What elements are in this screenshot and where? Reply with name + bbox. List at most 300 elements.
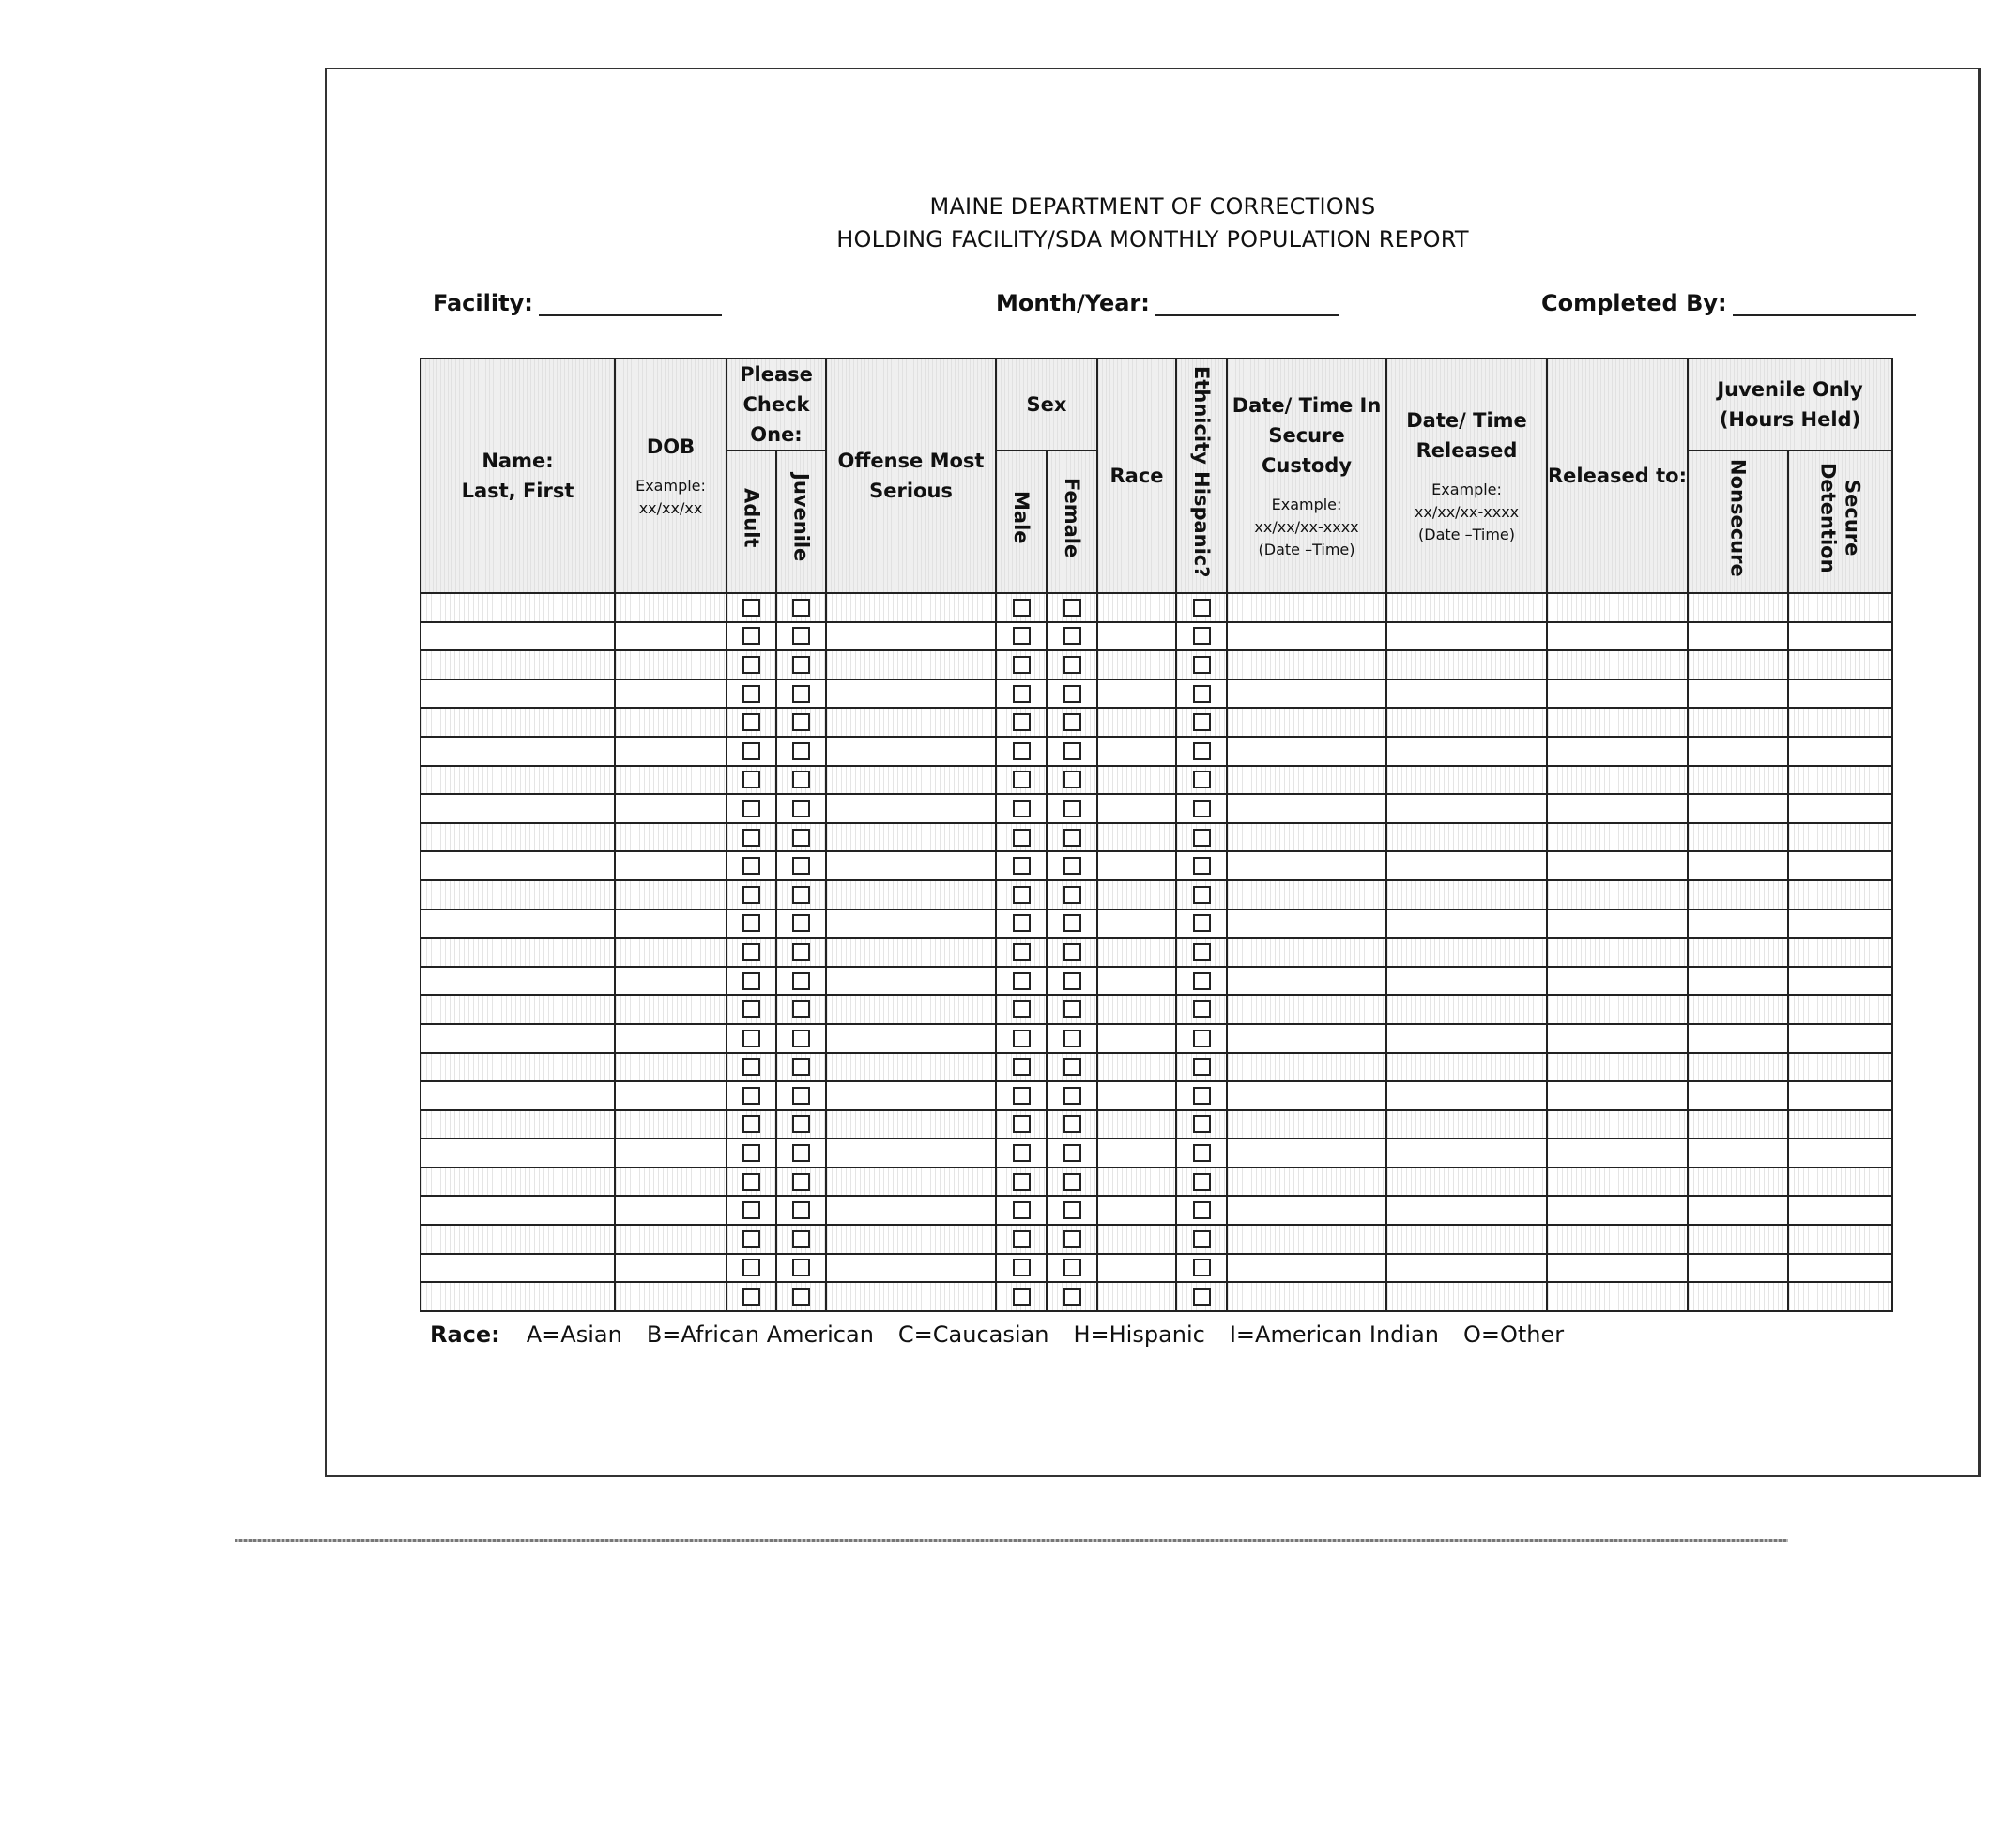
checkbox[interactable] — [1193, 1230, 1211, 1248]
dob-cell[interactable] — [615, 1254, 727, 1283]
time-released-cell[interactable] — [1386, 737, 1547, 766]
completed-by-field[interactable] — [1541, 290, 1916, 316]
secure-detention-hours-cell[interactable] — [1788, 967, 1892, 996]
secure-detention-hours-cell[interactable] — [1788, 766, 1892, 795]
checkbox[interactable] — [792, 1201, 810, 1219]
checkbox[interactable] — [792, 599, 810, 617]
time-released-cell[interactable] — [1386, 593, 1547, 622]
checkbox[interactable] — [1063, 771, 1081, 788]
checkbox[interactable] — [742, 1288, 760, 1306]
race-cell[interactable] — [1097, 880, 1176, 909]
checkbox[interactable] — [1013, 1144, 1031, 1162]
name-cell[interactable] — [421, 1110, 615, 1139]
checkbox[interactable] — [1013, 1087, 1031, 1105]
checkbox[interactable] — [1063, 857, 1081, 875]
checkbox[interactable] — [1013, 943, 1031, 961]
nonsecure-hours-cell[interactable] — [1688, 1081, 1788, 1110]
race-cell[interactable] — [1097, 737, 1176, 766]
released-to-cell[interactable] — [1547, 1053, 1688, 1082]
dob-cell[interactable] — [615, 766, 727, 795]
race-cell[interactable] — [1097, 995, 1176, 1024]
checkbox[interactable] — [1193, 1259, 1211, 1276]
checkbox[interactable] — [742, 1144, 760, 1162]
nonsecure-hours-cell[interactable] — [1688, 766, 1788, 795]
offense-cell[interactable] — [826, 1168, 996, 1197]
secure-detention-hours-cell[interactable] — [1788, 1254, 1892, 1283]
checkbox[interactable] — [1063, 1058, 1081, 1076]
dob-cell[interactable] — [615, 938, 727, 967]
race-cell[interactable] — [1097, 909, 1176, 939]
time-released-cell[interactable] — [1386, 1053, 1547, 1082]
checkbox[interactable] — [742, 914, 760, 932]
checkbox[interactable] — [792, 800, 810, 817]
race-cell[interactable] — [1097, 1024, 1176, 1053]
checkbox[interactable] — [742, 1000, 760, 1018]
released-to-cell[interactable] — [1547, 622, 1688, 651]
month-year-field[interactable] — [996, 290, 1339, 316]
checkbox[interactable] — [1013, 972, 1031, 990]
race-cell[interactable] — [1097, 1110, 1176, 1139]
checkbox[interactable] — [1193, 713, 1211, 731]
checkbox[interactable] — [742, 742, 760, 760]
name-cell[interactable] — [421, 1053, 615, 1082]
time-released-cell[interactable] — [1386, 708, 1547, 737]
checkbox[interactable] — [1063, 1087, 1081, 1105]
name-cell[interactable] — [421, 938, 615, 967]
released-to-cell[interactable] — [1547, 823, 1688, 852]
released-to-cell[interactable] — [1547, 737, 1688, 766]
offense-cell[interactable] — [826, 967, 996, 996]
race-cell[interactable] — [1097, 794, 1176, 823]
checkbox[interactable] — [1063, 627, 1081, 645]
dob-cell[interactable] — [615, 1081, 727, 1110]
dob-cell[interactable] — [615, 1168, 727, 1197]
offense-cell[interactable] — [826, 1110, 996, 1139]
checkbox[interactable] — [1193, 1173, 1211, 1191]
released-to-cell[interactable] — [1547, 1225, 1688, 1254]
secure-detention-hours-cell[interactable] — [1788, 680, 1892, 709]
released-to-cell[interactable] — [1547, 708, 1688, 737]
checkbox[interactable] — [792, 1115, 810, 1133]
checkbox[interactable] — [1063, 1173, 1081, 1191]
dob-cell[interactable] — [615, 680, 727, 709]
name-cell[interactable] — [421, 995, 615, 1024]
checkbox[interactable] — [1193, 1030, 1211, 1047]
secure-detention-hours-cell[interactable] — [1788, 1282, 1892, 1311]
checkbox[interactable] — [1063, 713, 1081, 731]
time-in-cell[interactable] — [1227, 1024, 1386, 1053]
checkbox[interactable] — [1193, 972, 1211, 990]
time-in-cell[interactable] — [1227, 794, 1386, 823]
offense-cell[interactable] — [826, 593, 996, 622]
race-cell[interactable] — [1097, 823, 1176, 852]
time-in-cell[interactable] — [1227, 938, 1386, 967]
dob-cell[interactable] — [615, 593, 727, 622]
offense-cell[interactable] — [826, 1254, 996, 1283]
offense-cell[interactable] — [826, 880, 996, 909]
checkbox[interactable] — [1013, 1058, 1031, 1076]
time-released-cell[interactable] — [1386, 766, 1547, 795]
secure-detention-hours-cell[interactable] — [1788, 1053, 1892, 1082]
time-in-cell[interactable] — [1227, 1138, 1386, 1168]
nonsecure-hours-cell[interactable] — [1688, 1254, 1788, 1283]
released-to-cell[interactable] — [1547, 909, 1688, 939]
name-cell[interactable] — [421, 737, 615, 766]
time-in-cell[interactable] — [1227, 1254, 1386, 1283]
secure-detention-hours-cell[interactable] — [1788, 938, 1892, 967]
checkbox[interactable] — [792, 1058, 810, 1076]
time-in-cell[interactable] — [1227, 1110, 1386, 1139]
name-cell[interactable] — [421, 851, 615, 880]
secure-detention-hours-cell[interactable] — [1788, 737, 1892, 766]
checkbox[interactable] — [742, 857, 760, 875]
dob-cell[interactable] — [615, 1225, 727, 1254]
checkbox[interactable] — [792, 943, 810, 961]
checkbox[interactable] — [1063, 1201, 1081, 1219]
race-cell[interactable] — [1097, 622, 1176, 651]
name-cell[interactable] — [421, 823, 615, 852]
checkbox[interactable] — [1013, 656, 1031, 674]
released-to-cell[interactable] — [1547, 938, 1688, 967]
checkbox[interactable] — [742, 627, 760, 645]
checkbox[interactable] — [742, 1058, 760, 1076]
checkbox[interactable] — [1063, 829, 1081, 847]
offense-cell[interactable] — [826, 650, 996, 680]
name-cell[interactable] — [421, 1024, 615, 1053]
race-cell[interactable] — [1097, 967, 1176, 996]
offense-cell[interactable] — [826, 680, 996, 709]
checkbox[interactable] — [742, 1173, 760, 1191]
time-released-cell[interactable] — [1386, 967, 1547, 996]
checkbox[interactable] — [792, 771, 810, 788]
checkbox[interactable] — [742, 943, 760, 961]
checkbox[interactable] — [1193, 771, 1211, 788]
offense-cell[interactable] — [826, 1024, 996, 1053]
offense-cell[interactable] — [826, 1282, 996, 1311]
time-in-cell[interactable] — [1227, 708, 1386, 737]
offense-cell[interactable] — [826, 938, 996, 967]
time-released-cell[interactable] — [1386, 880, 1547, 909]
checkbox[interactable] — [1193, 742, 1211, 760]
time-released-cell[interactable] — [1386, 1196, 1547, 1225]
offense-cell[interactable] — [826, 708, 996, 737]
checkbox[interactable] — [1063, 742, 1081, 760]
dob-cell[interactable] — [615, 1053, 727, 1082]
nonsecure-hours-cell[interactable] — [1688, 1138, 1788, 1168]
checkbox[interactable] — [792, 1030, 810, 1047]
checkbox[interactable] — [1193, 599, 1211, 617]
released-to-cell[interactable] — [1547, 1110, 1688, 1139]
time-in-cell[interactable] — [1227, 851, 1386, 880]
secure-detention-hours-cell[interactable] — [1788, 909, 1892, 939]
released-to-cell[interactable] — [1547, 650, 1688, 680]
released-to-cell[interactable] — [1547, 680, 1688, 709]
time-in-cell[interactable] — [1227, 1168, 1386, 1197]
checkbox[interactable] — [742, 1230, 760, 1248]
checkbox[interactable] — [1063, 1230, 1081, 1248]
checkbox[interactable] — [742, 656, 760, 674]
checkbox[interactable] — [1193, 685, 1211, 703]
checkbox[interactable] — [792, 713, 810, 731]
time-released-cell[interactable] — [1386, 794, 1547, 823]
checkbox[interactable] — [792, 1000, 810, 1018]
checkbox[interactable] — [1063, 914, 1081, 932]
offense-cell[interactable] — [826, 1138, 996, 1168]
released-to-cell[interactable] — [1547, 1081, 1688, 1110]
checkbox[interactable] — [1193, 857, 1211, 875]
checkbox[interactable] — [1013, 1173, 1031, 1191]
dob-cell[interactable] — [615, 1282, 727, 1311]
released-to-cell[interactable] — [1547, 766, 1688, 795]
checkbox[interactable] — [792, 627, 810, 645]
name-cell[interactable] — [421, 1225, 615, 1254]
checkbox[interactable] — [1063, 800, 1081, 817]
name-cell[interactable] — [421, 1138, 615, 1168]
checkbox[interactable] — [1063, 685, 1081, 703]
nonsecure-hours-cell[interactable] — [1688, 794, 1788, 823]
checkbox[interactable] — [1013, 1115, 1031, 1133]
time-in-cell[interactable] — [1227, 880, 1386, 909]
secure-detention-hours-cell[interactable] — [1788, 794, 1892, 823]
checkbox[interactable] — [1063, 1115, 1081, 1133]
time-released-cell[interactable] — [1386, 995, 1547, 1024]
nonsecure-hours-cell[interactable] — [1688, 680, 1788, 709]
dob-cell[interactable] — [615, 708, 727, 737]
secure-detention-hours-cell[interactable] — [1788, 593, 1892, 622]
time-released-cell[interactable] — [1386, 1254, 1547, 1283]
secure-detention-hours-cell[interactable] — [1788, 1110, 1892, 1139]
time-in-cell[interactable] — [1227, 995, 1386, 1024]
secure-detention-hours-cell[interactable] — [1788, 1024, 1892, 1053]
dob-cell[interactable] — [615, 622, 727, 651]
checkbox[interactable] — [1193, 1144, 1211, 1162]
nonsecure-hours-cell[interactable] — [1688, 1024, 1788, 1053]
secure-detention-hours-cell[interactable] — [1788, 1168, 1892, 1197]
race-cell[interactable] — [1097, 650, 1176, 680]
checkbox[interactable] — [1063, 1030, 1081, 1047]
name-cell[interactable] — [421, 1081, 615, 1110]
race-cell[interactable] — [1097, 851, 1176, 880]
time-in-cell[interactable] — [1227, 650, 1386, 680]
name-cell[interactable] — [421, 794, 615, 823]
offense-cell[interactable] — [826, 766, 996, 795]
time-in-cell[interactable] — [1227, 593, 1386, 622]
released-to-cell[interactable] — [1547, 880, 1688, 909]
secure-detention-hours-cell[interactable] — [1788, 1138, 1892, 1168]
offense-cell[interactable] — [826, 1081, 996, 1110]
checkbox[interactable] — [1193, 1087, 1211, 1105]
checkbox[interactable] — [742, 800, 760, 817]
checkbox[interactable] — [742, 599, 760, 617]
time-in-cell[interactable] — [1227, 766, 1386, 795]
offense-cell[interactable] — [826, 851, 996, 880]
checkbox[interactable] — [1193, 1058, 1211, 1076]
checkbox[interactable] — [1063, 972, 1081, 990]
checkbox[interactable] — [1013, 627, 1031, 645]
dob-cell[interactable] — [615, 995, 727, 1024]
checkbox[interactable] — [1013, 685, 1031, 703]
race-cell[interactable] — [1097, 708, 1176, 737]
dob-cell[interactable] — [615, 967, 727, 996]
released-to-cell[interactable] — [1547, 1254, 1688, 1283]
dob-cell[interactable] — [615, 851, 727, 880]
name-cell[interactable] — [421, 593, 615, 622]
time-released-cell[interactable] — [1386, 938, 1547, 967]
nonsecure-hours-cell[interactable] — [1688, 823, 1788, 852]
secure-detention-hours-cell[interactable] — [1788, 823, 1892, 852]
dob-cell[interactable] — [615, 1024, 727, 1053]
nonsecure-hours-cell[interactable] — [1688, 1168, 1788, 1197]
time-released-cell[interactable] — [1386, 1024, 1547, 1053]
time-in-cell[interactable] — [1227, 622, 1386, 651]
name-cell[interactable] — [421, 680, 615, 709]
race-cell[interactable] — [1097, 766, 1176, 795]
checkbox[interactable] — [742, 972, 760, 990]
checkbox[interactable] — [1193, 627, 1211, 645]
checkbox[interactable] — [1193, 1288, 1211, 1306]
nonsecure-hours-cell[interactable] — [1688, 708, 1788, 737]
released-to-cell[interactable] — [1547, 1138, 1688, 1168]
checkbox[interactable] — [792, 829, 810, 847]
checkbox[interactable] — [1193, 829, 1211, 847]
name-cell[interactable] — [421, 708, 615, 737]
checkbox[interactable] — [1013, 1201, 1031, 1219]
released-to-cell[interactable] — [1547, 1282, 1688, 1311]
secure-detention-hours-cell[interactable] — [1788, 650, 1892, 680]
name-cell[interactable] — [421, 1196, 615, 1225]
checkbox[interactable] — [1013, 1288, 1031, 1306]
checkbox[interactable] — [1013, 886, 1031, 904]
checkbox[interactable] — [1013, 1230, 1031, 1248]
dob-cell[interactable] — [615, 909, 727, 939]
time-in-cell[interactable] — [1227, 823, 1386, 852]
checkbox[interactable] — [792, 914, 810, 932]
nonsecure-hours-cell[interactable] — [1688, 622, 1788, 651]
time-released-cell[interactable] — [1386, 1081, 1547, 1110]
time-in-cell[interactable] — [1227, 737, 1386, 766]
nonsecure-hours-cell[interactable] — [1688, 1110, 1788, 1139]
name-cell[interactable] — [421, 650, 615, 680]
offense-cell[interactable] — [826, 995, 996, 1024]
checkbox[interactable] — [792, 1144, 810, 1162]
time-released-cell[interactable] — [1386, 1138, 1547, 1168]
checkbox[interactable] — [742, 829, 760, 847]
released-to-cell[interactable] — [1547, 995, 1688, 1024]
offense-cell[interactable] — [826, 1196, 996, 1225]
nonsecure-hours-cell[interactable] — [1688, 1225, 1788, 1254]
released-to-cell[interactable] — [1547, 794, 1688, 823]
checkbox[interactable] — [1013, 599, 1031, 617]
name-cell[interactable] — [421, 622, 615, 651]
dob-cell[interactable] — [615, 880, 727, 909]
dob-cell[interactable] — [615, 650, 727, 680]
nonsecure-hours-cell[interactable] — [1688, 1282, 1788, 1311]
checkbox[interactable] — [792, 1173, 810, 1191]
race-cell[interactable] — [1097, 1053, 1176, 1082]
checkbox[interactable] — [1063, 1288, 1081, 1306]
completed-by-blank[interactable] — [1733, 294, 1916, 316]
race-cell[interactable] — [1097, 1138, 1176, 1168]
nonsecure-hours-cell[interactable] — [1688, 909, 1788, 939]
released-to-cell[interactable] — [1547, 851, 1688, 880]
offense-cell[interactable] — [826, 909, 996, 939]
nonsecure-hours-cell[interactable] — [1688, 938, 1788, 967]
time-released-cell[interactable] — [1386, 622, 1547, 651]
released-to-cell[interactable] — [1547, 593, 1688, 622]
checkbox[interactable] — [742, 1115, 760, 1133]
time-released-cell[interactable] — [1386, 1282, 1547, 1311]
dob-cell[interactable] — [615, 1138, 727, 1168]
checkbox[interactable] — [1063, 1259, 1081, 1276]
secure-detention-hours-cell[interactable] — [1788, 851, 1892, 880]
offense-cell[interactable] — [826, 1225, 996, 1254]
time-released-cell[interactable] — [1386, 1225, 1547, 1254]
offense-cell[interactable] — [826, 622, 996, 651]
name-cell[interactable] — [421, 766, 615, 795]
checkbox[interactable] — [1193, 914, 1211, 932]
checkbox[interactable] — [1063, 1144, 1081, 1162]
race-cell[interactable] — [1097, 938, 1176, 967]
secure-detention-hours-cell[interactable] — [1788, 880, 1892, 909]
checkbox[interactable] — [1013, 914, 1031, 932]
checkbox[interactable] — [792, 1259, 810, 1276]
checkbox[interactable] — [1063, 1000, 1081, 1018]
dob-cell[interactable] — [615, 1110, 727, 1139]
race-cell[interactable] — [1097, 1282, 1176, 1311]
checkbox[interactable] — [792, 1230, 810, 1248]
checkbox[interactable] — [792, 685, 810, 703]
dob-cell[interactable] — [615, 823, 727, 852]
checkbox[interactable] — [1063, 943, 1081, 961]
time-in-cell[interactable] — [1227, 909, 1386, 939]
checkbox[interactable] — [742, 685, 760, 703]
checkbox[interactable] — [1193, 1115, 1211, 1133]
checkbox[interactable] — [1013, 742, 1031, 760]
checkbox[interactable] — [742, 1030, 760, 1047]
race-cell[interactable] — [1097, 1254, 1176, 1283]
checkbox[interactable] — [792, 857, 810, 875]
checkbox[interactable] — [792, 1087, 810, 1105]
time-released-cell[interactable] — [1386, 1110, 1547, 1139]
secure-detention-hours-cell[interactable] — [1788, 995, 1892, 1024]
race-cell[interactable] — [1097, 1225, 1176, 1254]
time-in-cell[interactable] — [1227, 1081, 1386, 1110]
checkbox[interactable] — [742, 713, 760, 731]
offense-cell[interactable] — [826, 823, 996, 852]
time-released-cell[interactable] — [1386, 1168, 1547, 1197]
secure-detention-hours-cell[interactable] — [1788, 1225, 1892, 1254]
time-released-cell[interactable] — [1386, 909, 1547, 939]
nonsecure-hours-cell[interactable] — [1688, 880, 1788, 909]
time-in-cell[interactable] — [1227, 1053, 1386, 1082]
race-cell[interactable] — [1097, 593, 1176, 622]
released-to-cell[interactable] — [1547, 1196, 1688, 1225]
nonsecure-hours-cell[interactable] — [1688, 995, 1788, 1024]
name-cell[interactable] — [421, 967, 615, 996]
checkbox[interactable] — [1063, 656, 1081, 674]
checkbox[interactable] — [742, 1259, 760, 1276]
checkbox[interactable] — [1013, 713, 1031, 731]
checkbox[interactable] — [792, 886, 810, 904]
checkbox[interactable] — [1063, 599, 1081, 617]
checkbox[interactable] — [792, 742, 810, 760]
secure-detention-hours-cell[interactable] — [1788, 1081, 1892, 1110]
race-cell[interactable] — [1097, 1168, 1176, 1197]
time-released-cell[interactable] — [1386, 680, 1547, 709]
offense-cell[interactable] — [826, 794, 996, 823]
name-cell[interactable] — [421, 880, 615, 909]
checkbox[interactable] — [1013, 800, 1031, 817]
